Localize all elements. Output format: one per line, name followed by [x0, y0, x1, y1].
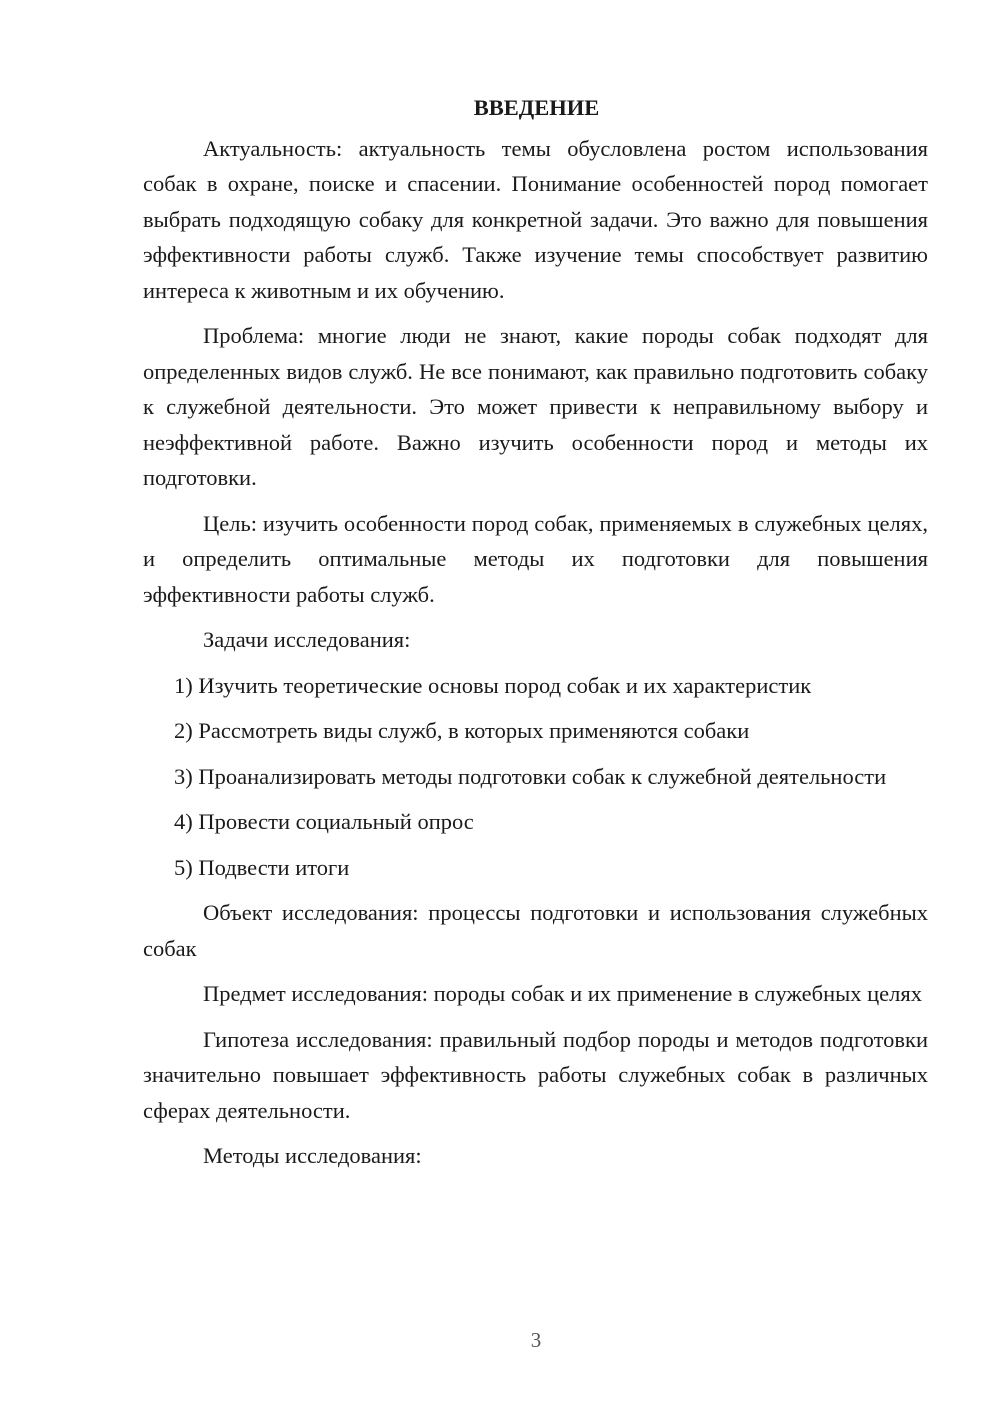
tasks-heading: Задачи исследования: [203, 627, 411, 652]
subject-paragraph: Предмет исследования: породы собак и их применение в служебных целях [203, 981, 922, 1006]
methods-heading: Методы исследования: [203, 1143, 422, 1168]
page-content [143, 90, 928, 1184]
page-number: 3 [530, 1328, 542, 1352]
problem-paragraph: Проблема: многие люди не знают, какие породы собак подходят для определенных видов служб. Не все понимают, как правильно подготовить собаку к служебной деятельности. Это может привести к неправильному выбору и неэффективной работе. Важно изучить особенности пород и методы их подготовки. [143, 323, 928, 490]
section-title: ВВЕДЕНИЕ [473, 95, 600, 120]
relevance-paragraph: Актуальность: актуальность темы обусловлена ростом использования собак в охране, поиске и спасении. Понимание особенностей пород помогает выбрать подходящую собаку для конкретной задачи. Это важно для повышения эффективности работы служб. Также изучение темы способствует развитию интереса к животным и их обучению. [143, 135, 928, 303]
hypothesis-paragraph: Гипотеза исследования: правильный подбор породы и методов подготовки значительно повышает эффективность работы служебных собак в различных сферах деятельности. [143, 1026, 928, 1123]
object-paragraph: Объект исследования: процессы подготовки и использования служебных собак [143, 900, 928, 961]
task-item-5: 5) Подвести итоги [174, 854, 350, 880]
goal-paragraph: Цель: изучить особенности пород собак, применяемых в служебных целях, и определить оптимальные методы их подготовки для повышения эффективности работы служб. [143, 510, 928, 607]
task-item-4: 4) Провести социальный опрос [174, 809, 474, 834]
task-item-3: 3) Проанализировать методы подготовки собак к служебной деятельности [174, 763, 887, 789]
task-item-1: 1) Изучить теоретические основы пород собак и их характеристик [174, 672, 812, 698]
task-item-2: 2) Рассмотреть виды служб, в которых применяются собаки [174, 718, 750, 743]
